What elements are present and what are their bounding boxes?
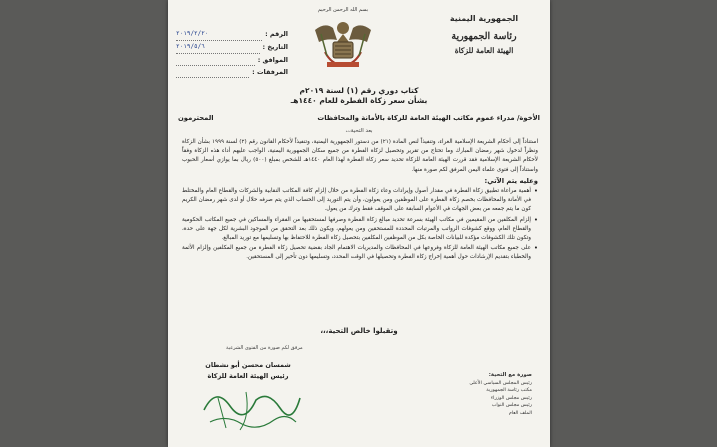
copies-item: مكتب رئاسة الجمهورية (486, 388, 532, 394)
copies-item: رئيس المجلس السياسي الأعلى (469, 380, 532, 386)
body-item-2: • إلزام المكلفين من المقيمين في مكاتب الهيئة بسرعة تحديد مبالغ زكاة الفطرة وصرفها لمستحقيها من الفقراء والمساكين في جميع المكاتب الحكومية والقطاع العام، ووقع كشوفات الرواتب والمرتبات المحددة للمستحقين ومن يعولهم، ويكون ذلك بعد التحقق من الموجود البشرية لكل جهة على حدة، وتكون تلك الكشوفات مؤكدة للبيانات الخاصة بكل من الموظفين المكلفين بتحصيل زكاة الفطرة للاحتفاظ بها وتسليمها مع توريد المبالغ. (182, 216, 538, 244)
salutation: بعد التحية،،، (345, 128, 373, 134)
copies-list (412, 372, 532, 418)
addressee-honorific: المحترمون (178, 114, 214, 122)
copies-item: رئيس مجلس الوزراء (490, 395, 532, 401)
basmala: بسم الله الرحمن الرحيم (317, 7, 369, 13)
copies-heading: صورة مع التحية: (488, 372, 532, 378)
ref-attachments-label: المرفقات : (252, 68, 288, 76)
ref-number-row (176, 28, 288, 41)
body-item-1: • أهمية مراعاة تطبيق زكاة الفطرة في مقدار أصول وإيرادات وعاء زكاة الفطرة من خلال إلزام كافة المكاتب النقابية والشركات والقطاع العام والمختلط في الأمانة والمحافظات بخصم زكاة الفطرة على الموظفين ومن يعولون، وأن يتم التوريد إلى الحساب الذي يتم صرفه حلال أو لدى شهر رمضان الكريم كون ما يتم جمعه من بعض الجهات في الأعوام السابقة على الموقف فقط وترك من يعول. (182, 187, 538, 215)
addressee (178, 114, 540, 122)
body-item-3: • على جميع مكاتب الهيئة العامة للزكاة وفروعها في المحافظات والمديريات الاهتمام الجاد بقضية تحصيل زكاة الفطرة من جميع المكلفين وإلزام الأئمة والخطباء بتقديم الإرشادات حول أهمية إخراج زكاة الفطرة وتحصيلها في الوقت المحدد، وتسليمها دون تأخير إلى المستحقين. (182, 244, 538, 262)
yemen-emblem-icon (311, 12, 375, 72)
copies-item: رئيس مجلس النواب (491, 403, 532, 409)
letter-page (168, 0, 550, 447)
ref-attachments-value (176, 66, 249, 78)
letter-title (168, 86, 550, 106)
title-line-2: بشأن سعر زكاة الفطرة للعام ١٤٤٠هـ (290, 96, 428, 105)
reference-block (176, 28, 288, 78)
body-paragraph: استناداً إلى أحكام الشريعة الإسلامية الغراء، وتنفيذاً لنص المادة (٢١) من دستور الجمهورية اليمنية، وتنفيذاً لأحكام القانون رقم (٢) لسنة ١٩٩٩ بشأن الزكاة ونظراً لدخول شهر رمضان المبارك وما تحتاج من تقرير وتحصيل لزكاة الفطرة من جميع سكان الجمهورية اليمنية، الواجب عليهم أداء هذه الزكاة وفقاً لأحكام الشريعة الإسلامية فقد قررت الهيئة العامة للزكاة تحديد سعر زكاة الفطرة لهذا العام ١٤٤٠هـ للشخص بمبلغ (٥٠٠) ريال بما يوازي أسعار الحبوب واستناداً إلى فتوى علماء اليمن المرفق لكم صورة منها. (182, 139, 539, 173)
addressee-to: الأخوة/ مدراء عموم مكاتب الهيئة العامة للزكاة بالأمانة والمحافظات (317, 114, 540, 122)
signatory-name: شمسان محسن أبو نشطان (205, 361, 291, 369)
closing-line: وتقبلوا خالص التحية،،، (320, 327, 398, 335)
signature-stamp-icon (196, 380, 306, 435)
ref-attachments-row (176, 66, 288, 78)
body-subtitle: وعليه يتم الآتي: (484, 176, 538, 185)
copies-item: الملف العام (508, 410, 532, 416)
ref-date-label: التاريخ : (262, 43, 288, 51)
ref-corresponding-row (176, 54, 288, 66)
footnote: مرفق لكم صورة من الفتوى الشرعية (226, 345, 303, 351)
signature-block (188, 360, 308, 382)
ref-date-row (176, 41, 288, 54)
letterhead (430, 14, 538, 55)
ref-date-value: ٢٠١٩/٥/٦ (176, 41, 260, 54)
ref-corresponding-value (176, 54, 255, 66)
country-name: الجمهورية اليمنية (449, 14, 519, 23)
letter-body (182, 138, 538, 264)
signatory-position: رئيس الهيئة العامة للزكاة (207, 372, 289, 380)
ref-number-label: الرقم : (265, 30, 288, 38)
ref-number-value: ٢٠١٩/٢/٢٠ (176, 28, 262, 41)
title-line-1: كتاب دوري رقم (١) لسنة ٢٠١٩م (299, 86, 419, 95)
ref-corresponding-label: الموافق : (257, 56, 288, 64)
authority-name: الهيئة العامة للزكاة (454, 46, 514, 55)
ministry-name: رئاسة الجمهورية (451, 31, 517, 42)
